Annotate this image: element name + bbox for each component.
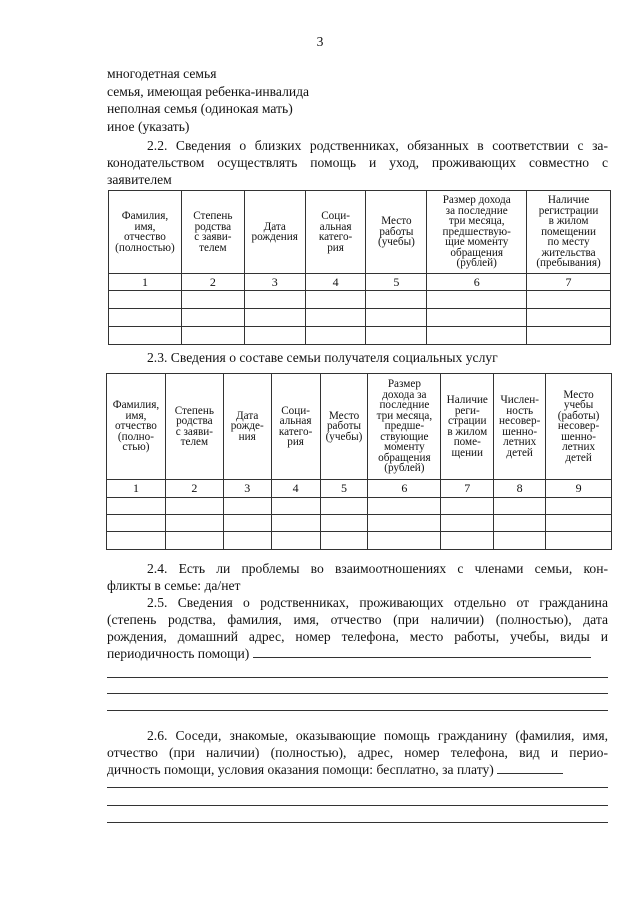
table-row [109,327,611,345]
column-header: Место учебы (работы) несовер- шенно- летних детей [546,374,612,480]
page-number: 3 [316,34,324,49]
column-number: 4 [305,274,366,291]
empty-cell[interactable] [165,532,223,550]
section-2-4-text: фликты в семье: да/нет [107,578,241,593]
empty-cell[interactable] [494,498,546,515]
empty-cell[interactable] [527,291,611,309]
empty-cell[interactable] [223,498,271,515]
column-number: 5 [320,480,368,498]
empty-cell[interactable] [320,498,368,515]
column-header: Соци- альная катего- рия [271,374,320,480]
column-number: 1 [109,274,182,291]
empty-cell[interactable] [181,309,244,327]
empty-cell[interactable] [527,309,611,327]
section-2-6-text: отчество (при наличии) (полностью), адрес, номер телефона, вид и перио- [107,745,608,760]
empty-cell[interactable] [271,498,320,515]
column-header: Соци- альная катего- рия [305,191,366,274]
empty-cell[interactable] [427,309,527,327]
empty-cell[interactable] [305,291,366,309]
column-number: 7 [441,480,494,498]
section-2-5-text: 2.5. Сведения о родственниках, проживающих отдельно от гражданина [147,595,608,610]
answer-line[interactable] [107,787,608,788]
table-row [109,309,611,327]
empty-cell[interactable] [546,532,612,550]
empty-cell[interactable] [109,309,182,327]
empty-cell[interactable] [366,309,427,327]
empty-cell[interactable] [223,532,271,550]
empty-cell[interactable] [165,515,223,532]
empty-cell[interactable] [305,327,366,345]
section-2-5-text: рождения, домашний адрес, номер телефона, место работы, учебы, виды и [107,629,608,644]
column-header: Наличие регистрации в жилом помещении по месту жительства (пребывания) [527,191,611,274]
section-2-5-text [107,645,608,662]
table-row [109,291,611,309]
section-2-6-text-end: дичность помощи, условия оказания помощи: бесплатно, за плату) [107,762,494,777]
answer-line[interactable] [497,761,563,774]
empty-cell[interactable] [305,309,366,327]
column-number: 6 [368,480,441,498]
column-number: 9 [546,480,612,498]
column-header: Фамилия, имя, отчество (полностью) [109,191,182,274]
column-header: Размер дохода за последние три месяца, предше- ствующие моменту обращения (рублей) [368,374,441,480]
empty-cell[interactable] [181,291,244,309]
empty-cell[interactable] [427,327,527,345]
answer-line[interactable] [107,822,608,823]
empty-cell[interactable] [427,291,527,309]
empty-cell[interactable] [244,327,305,345]
empty-cell[interactable] [366,327,427,345]
empty-cell[interactable] [320,515,368,532]
answer-line[interactable] [107,710,608,711]
empty-cell[interactable] [441,515,494,532]
column-number: 2 [181,274,244,291]
empty-cell[interactable] [368,515,441,532]
section-2-2-text: конодательством осуществлять помощь и уход, проживающих совместно с [107,155,608,170]
empty-cell[interactable] [368,532,441,550]
column-header: Размер дохода за последние три месяца, предшествую- щие моменту обращения (рублей) [427,191,527,274]
column-header: Фамилия, имя, отчество (полно- стью) [107,374,166,480]
column-header: Дата рождения [244,191,305,274]
family-composition-table [106,373,612,550]
column-number: 2 [165,480,223,498]
empty-cell[interactable] [271,515,320,532]
section-2-2-text: 2.2. Сведения о близких родственниках, обязанных в соответствии с за- [147,138,608,153]
empty-cell[interactable] [366,291,427,309]
empty-cell[interactable] [165,498,223,515]
column-header: Наличие реги- страции в жилом поме- щении [441,374,494,480]
column-header: Место работы (учебы) [320,374,368,480]
family-type: многодетная семья [107,66,217,81]
empty-cell[interactable] [107,532,166,550]
column-header: Степень родства с заяви- телем [165,374,223,480]
empty-cell[interactable] [368,498,441,515]
empty-cell[interactable] [244,309,305,327]
section-2-6-text: 2.6. Соседи, знакомые, оказывающие помощь гражданину (фамилия, имя, [147,728,608,743]
section-2-5-text-end: периодичность помощи) [107,646,250,661]
relatives-table [108,190,611,345]
family-type: неполная семья (одинокая мать) [107,101,293,116]
section-2-6-text [107,761,608,778]
empty-cell[interactable] [441,498,494,515]
answer-line[interactable] [107,805,608,806]
empty-cell[interactable] [494,515,546,532]
table-row [107,515,612,532]
empty-cell[interactable] [109,327,182,345]
empty-cell[interactable] [109,291,182,309]
empty-cell[interactable] [546,515,612,532]
column-header: Степень родства с заяви- телем [181,191,244,274]
column-number: 4 [271,480,320,498]
column-number: 3 [223,480,271,498]
empty-cell[interactable] [494,532,546,550]
column-header: Числен- ность несовер- шенно- летних детей [494,374,546,480]
column-number: 8 [494,480,546,498]
table-row [107,532,612,550]
column-number: 1 [107,480,166,498]
empty-cell[interactable] [244,291,305,309]
family-type: семья, имеющая ребенка-инвалида [107,84,310,99]
empty-cell[interactable] [320,532,368,550]
column-number: 5 [366,274,427,291]
section-2-5-text: (степень родства, фамилия, имя, отчество (при наличии) (полностью), дата [107,612,608,627]
family-type: иное (указать) [107,119,190,134]
empty-cell[interactable] [107,498,166,515]
section-2-2-text: заявителем [107,172,172,187]
empty-cell[interactable] [181,327,244,345]
empty-cell[interactable] [441,532,494,550]
column-number: 7 [527,274,611,291]
column-number: 3 [244,274,305,291]
column-header: Дата рожде- ния [223,374,271,480]
section-2-3-title: 2.3. Сведения о составе семьи получателя социальных услуг [147,350,498,365]
answer-line[interactable] [107,677,608,678]
empty-cell[interactable] [271,532,320,550]
empty-cell[interactable] [527,327,611,345]
empty-cell[interactable] [107,515,166,532]
column-header: Место работы (учебы) [366,191,427,274]
answer-line[interactable] [107,693,608,694]
empty-cell[interactable] [223,515,271,532]
section-2-4-text: 2.4. Есть ли проблемы во взаимоотношениях с членами семьи, кон- [147,561,608,576]
empty-cell[interactable] [546,498,612,515]
answer-line[interactable] [253,645,591,658]
column-number: 6 [427,274,527,291]
table-row [107,498,612,515]
